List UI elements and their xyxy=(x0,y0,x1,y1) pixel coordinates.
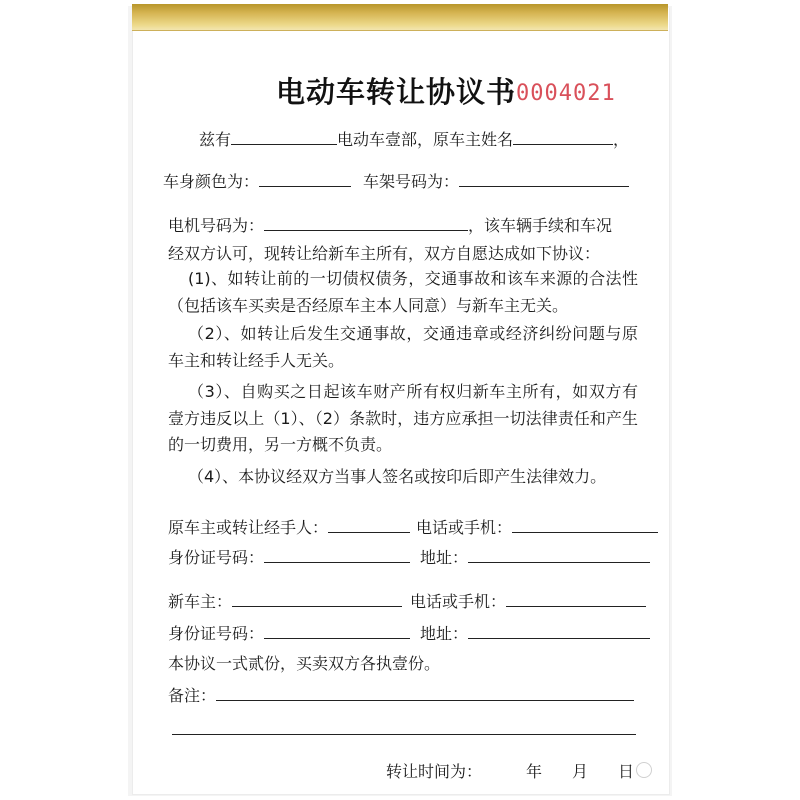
new-owner-id-line xyxy=(168,624,650,644)
remarks-second-line[interactable] xyxy=(172,734,636,735)
id-label-1: 身份证号码： xyxy=(168,548,265,567)
copies-note: 本协议一式贰份，买卖双方各执壹份。 xyxy=(168,654,441,673)
color-frame-line xyxy=(163,172,629,192)
remarks-label: 备注： xyxy=(168,686,217,705)
title-row xyxy=(276,70,616,111)
color-field[interactable] xyxy=(259,172,351,187)
original-owner-name-field[interactable] xyxy=(513,130,613,145)
motor-label: 电机号码为： xyxy=(168,216,265,235)
serial-number: 0004021 xyxy=(516,81,616,106)
frame-number-field[interactable] xyxy=(459,172,629,187)
original-owner-label: 原车主或转让经手人： xyxy=(168,518,329,537)
phone-label-1: 电话或手机： xyxy=(416,518,513,537)
motor-line xyxy=(168,216,612,236)
intro-comma: ， xyxy=(613,130,630,149)
remarks-line xyxy=(168,686,634,706)
vehicle-brand-field[interactable] xyxy=(231,130,337,145)
year-label: 年 xyxy=(526,762,543,781)
address-label-2: 地址： xyxy=(420,624,469,643)
month-label: 月 xyxy=(572,762,589,781)
pad-binding-strip xyxy=(132,4,668,31)
original-owner-field[interactable] xyxy=(328,518,410,533)
clause-2: （2）、如转让后发生交通事故，交通违章或经济纠纷问题与原车主和转让经手人无关。 xyxy=(168,324,638,370)
transfer-time-line xyxy=(386,762,634,782)
remarks-field[interactable] xyxy=(216,686,634,701)
frame-label: 车架号码为： xyxy=(363,172,460,191)
color-label: 车身颜色为： xyxy=(163,172,260,191)
motor-tail-text: ，该车辆手续和车况 xyxy=(468,216,613,235)
clause-1: (1)、如转让前的一切债权债务，交通事故和该车来源的合法性（包括该车买卖是否经原车主本人同意）与新车主无关。 xyxy=(168,269,638,315)
original-owner-id-line xyxy=(168,548,650,568)
day-label: 日 xyxy=(618,762,635,781)
intro-vehicle-text: 电动车壹部，原车主姓名 xyxy=(337,130,514,149)
new-owner-id-field[interactable] xyxy=(264,624,410,639)
original-owner-id-field[interactable] xyxy=(264,548,410,563)
address-label-1: 地址： xyxy=(420,548,469,567)
clause-4: （4）、本协议经双方当事人签名或按印后即产生法律效力。 xyxy=(188,467,607,486)
new-owner-address-field[interactable] xyxy=(468,624,650,639)
new-owner-line xyxy=(168,592,646,612)
intro-prefix: 兹有 xyxy=(199,130,232,149)
intro-line xyxy=(199,130,629,150)
original-owner-address-field[interactable] xyxy=(468,548,650,563)
motor-number-field[interactable] xyxy=(264,216,468,231)
new-owner-label: 新车主： xyxy=(168,592,233,611)
phone-label-2: 电话或手机： xyxy=(410,592,507,611)
original-owner-phone-field[interactable] xyxy=(512,518,658,533)
original-owner-line xyxy=(168,518,658,538)
id-label-2: 身份证号码： xyxy=(168,624,265,643)
clause-3: （3）、自购买之日起该车财产所有权归新车主所有，如双方有壹方违反以上（1）、（2）条款时，违方应承担一切法律责任和产生的一切费用，另一方概不负责。 xyxy=(168,382,638,454)
watermark-circle-icon xyxy=(636,762,652,778)
form-title: 电动车转让协议书 xyxy=(276,75,517,109)
agreement-intro: 经双方认可，现转让给新车主所有，双方自愿达成如下协议： xyxy=(168,244,601,263)
new-owner-phone-field[interactable] xyxy=(506,592,646,607)
new-owner-field[interactable] xyxy=(232,592,402,607)
transfer-time-label: 转让时间为： xyxy=(386,762,483,781)
